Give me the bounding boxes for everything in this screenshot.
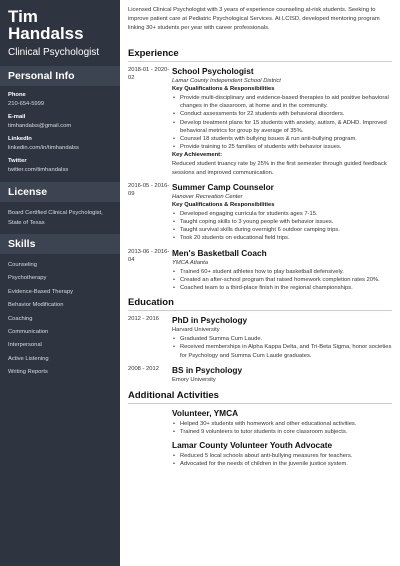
- degree-title: PhD in Psychology: [172, 315, 248, 326]
- linkedin-label: LinkedIn: [8, 136, 32, 142]
- bullet-item: • Received memberships in Alpha Kappa Delta, and Tri-Beta Sigma, honor societies for Psychology and Summa Cum Laude graduates.: [172, 343, 392, 359]
- bullet-list: [172, 335, 392, 360]
- name-block: [0, 0, 120, 66]
- profile-summary: Licensed Clinical Psychologist with 3 years of experience counseling at-risk students. Seeking to improve patient care at Pediatric Psychological Services. At LCISD, developed mentoring program linking 30+ students per year with career professionals.: [128, 7, 380, 31]
- skill-item: Behavior Modification: [8, 302, 64, 309]
- bullet-item: • Developed engaging curricula for students ages 7-15.: [172, 210, 392, 218]
- bullet-list: [172, 210, 392, 243]
- degree-title: BS in Psychology: [172, 364, 243, 375]
- bullet-item: • Graduated Summa Cum Laude.: [172, 335, 392, 343]
- skill-item: Counseling: [8, 262, 38, 268]
- achievement-heading: Key Achievement:: [172, 152, 223, 159]
- email-link[interactable]: timhandalss@gmail.com: [8, 123, 72, 129]
- name-last: Handalss: [8, 24, 84, 43]
- name-first: Tim: [8, 7, 38, 26]
- bullet-list: [172, 268, 392, 293]
- entry-content: [172, 248, 392, 293]
- education-heading: Education: [128, 297, 392, 311]
- activities-heading: Additional Activities: [128, 390, 392, 404]
- school-name: Harvard University: [172, 327, 220, 334]
- entry-content: [172, 365, 392, 385]
- skill-item: Communication: [8, 328, 49, 335]
- bullet-item: • Helped 30+ students with homework and other educational activities.: [172, 420, 392, 428]
- bullet-item: • Provide multi-disciplinary and evidence-based therapies to aid positive behavioral changes in the classroom, at home and in the community.: [172, 94, 392, 110]
- bullet-list: [172, 452, 392, 468]
- entry-date: 2016-05 - 2016-09: [128, 182, 170, 197]
- bullet-item: • Advocated for the needs of children in the juvenile justice system.: [172, 460, 392, 468]
- activity-entry: [172, 408, 392, 436]
- activity-entry: [172, 440, 392, 468]
- bullet-list: [172, 420, 392, 436]
- entry-date: 2012 - 2016: [128, 316, 159, 323]
- bullet-item: • Taught coping skills to 3 young people with behavior issues.: [172, 218, 392, 226]
- bullet-item: • Provide training to 25 families of students with behavior issues.: [172, 143, 392, 151]
- employer: YMCA Atlanta: [172, 259, 208, 266]
- experience-entry: [128, 182, 392, 243]
- activity-title: Volunteer, YMCA: [172, 407, 239, 418]
- bullet-item: • Trained 60+ student athletes how to play basketball defensively.: [172, 268, 392, 276]
- experience-entry: [128, 66, 392, 177]
- phone-value: 210-654-5999: [8, 101, 45, 107]
- twitter-label: Twitter: [8, 158, 27, 164]
- bullet-item: • Develop treatment plans for 15 students with anxiety, autism, & ADHD. Improved behavioral metrics for group by average of 35%.: [172, 119, 392, 135]
- entry-content: [172, 66, 392, 177]
- bullet-item: • Conduct assessments for 22 students with behavioral disorders.: [172, 110, 392, 118]
- entry-date: 2008 - 2012: [128, 365, 159, 372]
- skill-item: Psychotherapy: [8, 275, 47, 282]
- skills-list: [0, 254, 120, 385]
- achievement-text: Reduced student truancy rate by 25% in the first semester through guided feedback sessions and improved communication.: [172, 161, 387, 176]
- bullet-item: • Taught survival skills during overnight 6 outdoor camping trips.: [172, 226, 392, 234]
- bullet-item: • Trained 9 volunteers to tutor students in core classroom subjects.: [172, 428, 392, 436]
- experience-entry: [128, 248, 392, 293]
- linkedin-link[interactable]: linkedin.com/in/timhandalss: [8, 145, 79, 151]
- qualifications-heading: Key Qualifications & Responsibilities: [172, 201, 275, 208]
- twitter-link[interactable]: twitter.com/timhandalss: [8, 167, 69, 173]
- license-heading: License: [0, 182, 120, 202]
- skill-item: Evidence-Based Therapy: [8, 288, 73, 295]
- bullet-list: [172, 94, 392, 151]
- main-content: [120, 0, 400, 566]
- employer: Lamar County Independent School District: [172, 78, 281, 84]
- job-title: School Psychologist: [172, 66, 254, 76]
- bullet-item: • Reduced 5 local schools about anti-bullying measures for teachers.: [172, 452, 392, 460]
- job-role: Clinical Psychologist: [8, 47, 100, 58]
- employer: Hanover Recreation Center: [172, 193, 243, 200]
- personal-info: [0, 86, 120, 178]
- entry-date: 2018-01 - 2020-02: [128, 67, 170, 81]
- job-title: Summer Camp Counselor: [172, 181, 274, 192]
- education-entry: [128, 315, 392, 360]
- entry-content: [172, 315, 392, 360]
- experience-heading: Experience: [128, 48, 392, 62]
- bullet-item: • Created an after-school program that raised homework completion rates 20%.: [172, 276, 392, 284]
- entry-content: [172, 182, 392, 243]
- education-entry: [128, 365, 392, 385]
- skill-item: Coaching: [8, 315, 33, 322]
- entry-date: 2013-06 - 2016-04: [128, 248, 170, 263]
- bullet-item: • Counsel 18 students with bullying issues & run anti-bullying program.: [172, 135, 392, 143]
- license-text: Board Certified Clinical Psychologist, State of Texas: [8, 210, 103, 226]
- school-name: Emory University: [172, 376, 216, 383]
- skill-item: Writing Reports: [8, 369, 48, 376]
- phone-label: Phone: [8, 92, 26, 98]
- bullet-item: • Took 20 students on educational field trips.: [172, 234, 392, 242]
- skills-heading: Skills: [0, 234, 120, 254]
- skill-item: Active Listening: [8, 355, 49, 362]
- job-title: Men's Basketball Coach: [172, 247, 267, 258]
- skill-item: Interpersonal: [8, 342, 42, 349]
- personal-info-heading: Personal Info: [0, 66, 120, 86]
- qualifications-heading: Key Qualifications & Responsibilities: [172, 86, 275, 92]
- sidebar: [0, 0, 120, 566]
- activity-title: Lamar County Volunteer Youth Advocate: [172, 440, 333, 451]
- email-label: E-mail: [8, 114, 26, 120]
- bullet-item: • Coached team to a third-place finish in the regional championships.: [172, 284, 392, 292]
